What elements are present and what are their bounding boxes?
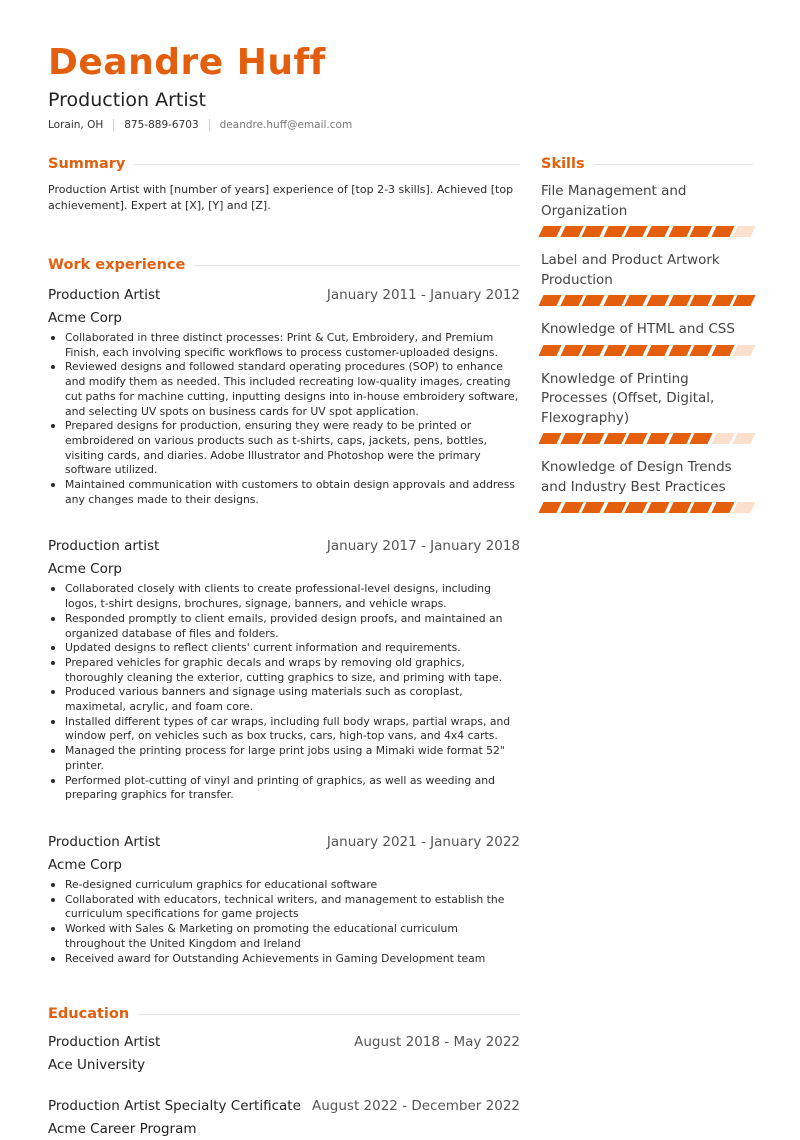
candidate-name: Deandre Huff [48, 42, 326, 83]
skill-level-segment-filled [560, 433, 583, 444]
contact-phone[interactable]: 875-889-6703 [124, 119, 199, 131]
skill-level-segment-empty [733, 502, 756, 513]
skill-level-segment-empty [733, 226, 756, 237]
skill-level-segment-filled [560, 345, 583, 356]
skill-level-segment-filled [646, 345, 669, 356]
skill-level-bar [541, 226, 753, 237]
job-bullet: Received award for Outstanding Achievements in Gaming Development team [48, 952, 520, 967]
education-dates: August 2018 - May 2022 [354, 1034, 520, 1051]
contact-divider [209, 119, 210, 131]
job-bullet: Maintained communication with customers to obtain design approvals and address any changes made to their designs. [48, 478, 520, 507]
skill-level-segment-filled [646, 433, 669, 444]
skill-level-segment-filled [668, 226, 691, 237]
skill-level-segment-filled [560, 226, 583, 237]
skill-level-segment-filled [690, 295, 713, 306]
school-name: Ace University [48, 1057, 146, 1074]
job-bullet: Reviewed designs and followed standard operating procedures (SOP) to enhance and modify them as needed. This included recreating low-quality images, creating cut paths for machine cutting, inputting designs into in-house embroidery software, and selecting UV spots on business cards for UV spot application. [48, 360, 520, 419]
job-company: Acme Corp [48, 310, 122, 326]
section-divider [134, 164, 520, 165]
job-dates: January 2021 - January 2022 [326, 833, 520, 850]
contact-divider [113, 119, 114, 131]
job-bullet: Performed plot-cutting of vinyl and printing of graphics, as well as weeding and preparing graphics for transfer. [48, 774, 520, 803]
skill-level-segment-filled [711, 226, 734, 237]
skill-level-segment-filled [646, 295, 669, 306]
education-dates: August 2022 - December 2022 [312, 1098, 520, 1115]
skill-level-segment-filled [603, 433, 626, 444]
skill-level-segment-filled [625, 345, 648, 356]
job-bullet: Collaborated in three distinct processes: Print & Cut, Embroidery, and Premium Finish, each involving specific workflows to process customer-uploaded designs. [48, 331, 520, 360]
skill-level-segment-filled [646, 502, 669, 513]
education-section-header [48, 1002, 520, 1026]
skill-level-segment-filled [625, 433, 648, 444]
skill-level-segment-filled [668, 295, 691, 306]
job-dates: January 2011 - January 2012 [326, 287, 520, 303]
skill-item [541, 182, 753, 237]
experience-section-header [48, 253, 520, 277]
skill-level-segment-filled [603, 345, 626, 356]
job-bullet: Collaborated with educators, technical writers, and management to establish the curriculum specifications for game projects [48, 893, 520, 922]
job-bullet: Managed the printing process for large print jobs using a Mimaki wide format 52" printer. [48, 744, 520, 773]
job-company: Acme Corp [48, 856, 122, 873]
job-bullet: Prepared vehicles for graphic decals and wraps by removing old graphics, thoroughly cleaning the exterior, cutting graphics to size, and priming with tape. [48, 656, 520, 685]
section-title: Work experience [48, 257, 186, 273]
skill-level-bar [541, 345, 753, 356]
section-title: Summary [48, 156, 126, 172]
job-bullet: Produced various banners and signage using materials such as coroplast, maximetal, acrylic, and foam core. [48, 685, 520, 714]
job-bullet: Prepared designs for production, ensuring they were ready to be printed or embroidered on various products such as t-shirts, caps, jackets, pens, bottles, visiting cards, and diaries. Adobe Illustrator and Photoshop were the primary software utilized. [48, 419, 520, 478]
skill-level-segment-filled [625, 226, 648, 237]
job-entry [48, 285, 520, 507]
skill-level-segment-filled [582, 295, 605, 306]
section-divider [594, 164, 753, 165]
skill-level-bar [541, 502, 753, 513]
skill-level-segment-filled [690, 226, 713, 237]
skill-level-segment-filled [560, 295, 583, 306]
section-title: Skills [541, 156, 585, 172]
skill-level-segment-filled [711, 345, 734, 356]
skill-level-segment-filled [603, 295, 626, 306]
job-entry [48, 536, 520, 803]
skill-level-segment-filled [711, 295, 734, 306]
skill-level-segment-filled [690, 433, 713, 444]
skill-level-segment-filled [711, 502, 734, 513]
job-bullet: Updated designs to reflect clients' current information and requirements. [48, 641, 520, 656]
job-title: Production Artist [48, 833, 161, 850]
skill-level-segment-filled [582, 433, 605, 444]
job-title: Production artist [48, 538, 160, 555]
skill-level-segment-filled [625, 295, 648, 306]
contact-line [48, 119, 352, 131]
job-title: Production Artist [48, 287, 161, 303]
job-bullets [48, 878, 520, 966]
job-bullet: Worked with Sales & Marketing on promoting the educational curriculum throughout the United Kingdom and Ireland [48, 922, 520, 951]
skill-name: Knowledge of Design Trends and Industry Best Practices [541, 459, 732, 495]
skill-item [541, 458, 753, 513]
skill-level-segment-filled [538, 502, 561, 513]
skill-level-segment-empty [711, 433, 734, 444]
skill-level-segment-filled [603, 226, 626, 237]
skill-level-bar [541, 295, 753, 306]
skill-level-segment-filled [603, 502, 626, 513]
skill-level-segment-filled [668, 433, 691, 444]
job-bullet: Re-designed curriculum graphics for educational software [48, 878, 520, 893]
education-entry [48, 1032, 520, 1076]
section-divider [138, 1014, 520, 1015]
skill-name: File Management and Organization [541, 183, 687, 219]
job-entry [48, 832, 520, 966]
job-bullet: Collaborated closely with clients to create professional-level designs, including logos, t-shirt designs, brochures, signage, banners, and vehicle wraps. [48, 582, 520, 611]
school-name: Acme Career Program [48, 1121, 197, 1138]
skill-name: Label and Product Artwork Production [541, 252, 720, 288]
education-entry [48, 1096, 520, 1140]
skill-level-segment-filled [538, 433, 561, 444]
section-divider [194, 265, 520, 266]
job-dates: January 2017 - January 2018 [326, 538, 520, 555]
skill-level-segment-filled [538, 345, 561, 356]
skill-level-segment-filled [582, 226, 605, 237]
skill-level-segment-empty [733, 345, 756, 356]
summary-text: Production Artist with [number of years] experience of [top 2-3 skills]. Achieved [top achievement]. Expert at [X], [Y] and [Z]. [48, 183, 514, 212]
skill-level-segment-filled [646, 226, 669, 237]
skill-level-segment-empty [733, 433, 756, 444]
skill-level-segment-filled [668, 502, 691, 513]
job-company: Acme Corp [48, 561, 122, 578]
skill-level-segment-filled [582, 502, 605, 513]
skill-item [541, 251, 753, 306]
sidebar-column [541, 152, 753, 513]
skill-level-segment-filled [733, 295, 756, 306]
skill-level-segment-filled [625, 502, 648, 513]
skill-name: Knowledge of HTML and CSS [541, 321, 735, 337]
section-title: Education [48, 1006, 130, 1023]
skill-level-segment-filled [690, 502, 713, 513]
skill-level-segment-filled [538, 295, 561, 306]
candidate-title: Production Artist [48, 89, 207, 111]
skill-name: Knowledge of Printing Processes (Offset, Digital, Flexography) [541, 370, 715, 426]
skills-section-header [541, 152, 753, 176]
skill-level-segment-filled [668, 345, 691, 356]
degree-title: Production Artist [48, 1034, 161, 1051]
skill-level-segment-filled [538, 226, 561, 237]
job-bullets [48, 331, 520, 507]
main-column [48, 152, 520, 1140]
skill-item [541, 370, 753, 445]
summary-section-header [48, 152, 520, 176]
skill-level-segment-filled [690, 345, 713, 356]
contact-location: Lorain, OH [48, 119, 104, 131]
skill-level-segment-filled [560, 502, 583, 513]
skill-level-segment-filled [582, 345, 605, 356]
skill-level-bar [541, 433, 753, 444]
job-bullets [48, 582, 520, 803]
skills-list [541, 182, 753, 513]
degree-title: Production Artist Specialty Certificate [48, 1098, 301, 1115]
contact-email[interactable]: deandre.huff@email.com [219, 119, 353, 131]
job-bullet: Installed different types of car wraps, including full body wraps, partial wraps, and window perf, on vehicles such as box trucks, cars, high-top vans, and 4x4 carts. [48, 715, 520, 744]
job-bullet: Responded promptly to client emails, provided design proofs, and maintained an organized database of files and folders. [48, 612, 520, 641]
skill-item [541, 320, 753, 356]
